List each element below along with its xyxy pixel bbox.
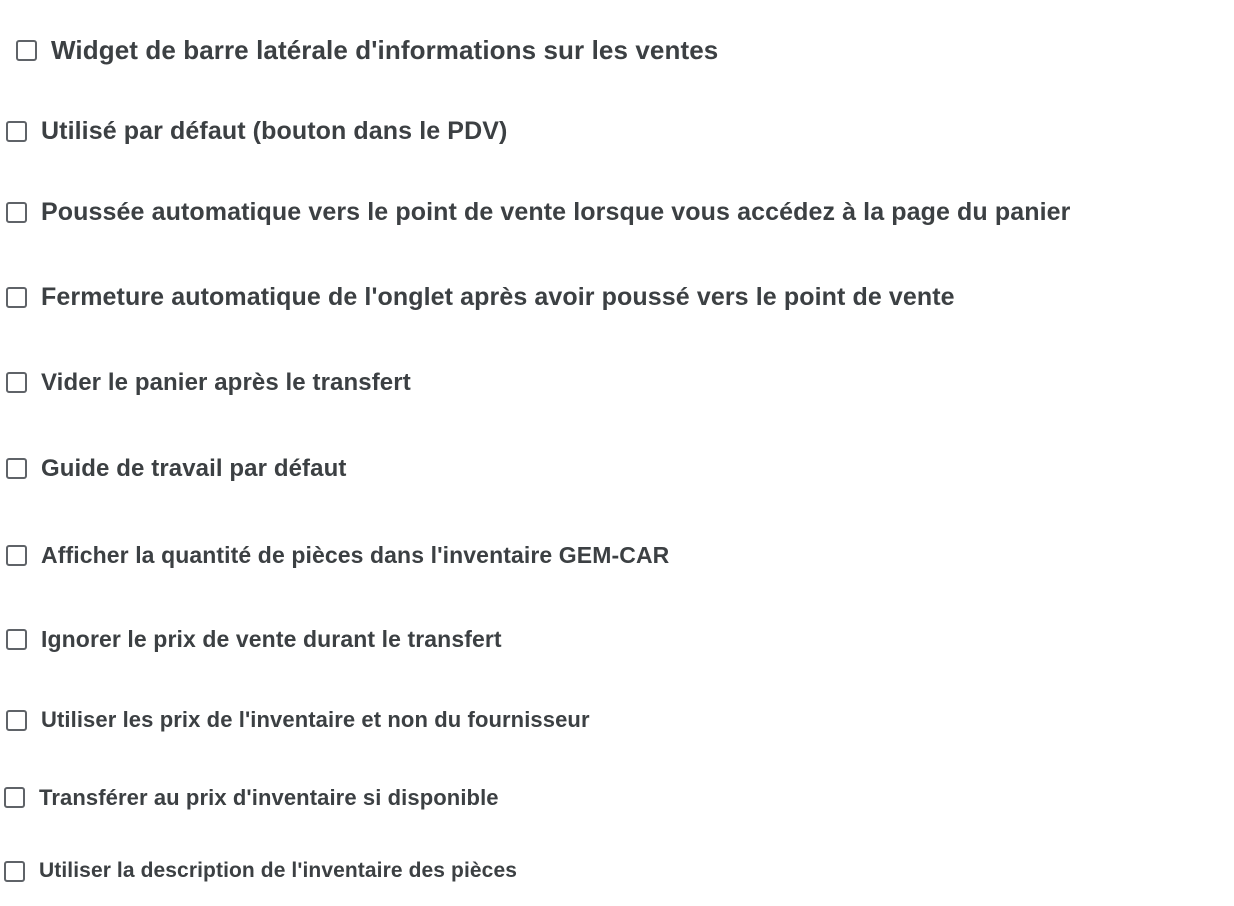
checkbox-icon[interactable] — [6, 629, 27, 650]
checkbox-icon[interactable] — [6, 121, 27, 142]
checkbox-icon[interactable] — [6, 202, 27, 223]
option-label: Utilisé par défaut (bouton dans le PDV) — [41, 116, 508, 145]
checkbox-icon[interactable] — [16, 40, 37, 61]
checkbox-icon[interactable] — [6, 458, 27, 479]
option-label: Ignorer le prix de vente durant le transfert — [41, 626, 502, 652]
option-row[interactable] — [0, 425, 1234, 512]
option-label: Vider le panier après le transfert — [41, 368, 411, 396]
option-row[interactable] — [0, 681, 1234, 759]
option-row[interactable] — [0, 759, 1234, 836]
checkbox-icon[interactable] — [6, 287, 27, 308]
option-label: Utiliser les prix de l'inventaire et non du fournisseur — [41, 707, 590, 732]
option-row[interactable] — [0, 254, 1234, 340]
option-label: Guide de travail par défaut — [41, 454, 347, 482]
option-row[interactable] — [0, 836, 1234, 906]
option-label: Transférer au prix d'inventaire si disponible — [39, 784, 499, 810]
option-row[interactable] — [0, 91, 1234, 171]
option-row[interactable] — [0, 512, 1234, 598]
option-row[interactable] — [0, 171, 1234, 254]
option-row[interactable] — [0, 10, 1234, 91]
option-label: Afficher la quantité de pièces dans l'inventaire GEM-CAR — [41, 541, 670, 568]
checkbox-icon[interactable] — [6, 545, 27, 566]
option-label: Utiliser la description de l'inventaire des pièces — [39, 859, 518, 882]
option-label: Fermeture automatique de l'onglet après avoir poussé vers le point de vente — [41, 282, 955, 311]
checkbox-icon[interactable] — [6, 710, 27, 731]
option-label: Widget de barre latérale d'informations sur les ventes — [51, 35, 719, 65]
option-row[interactable] — [0, 598, 1234, 681]
checkbox-icon[interactable] — [4, 861, 25, 882]
option-label: Poussée automatique vers le point de vente lorsque vous accédez à la page du panier — [41, 198, 1071, 226]
checkbox-icon[interactable] — [6, 372, 27, 393]
option-row[interactable] — [0, 340, 1234, 425]
checkbox-icon[interactable] — [4, 787, 25, 808]
